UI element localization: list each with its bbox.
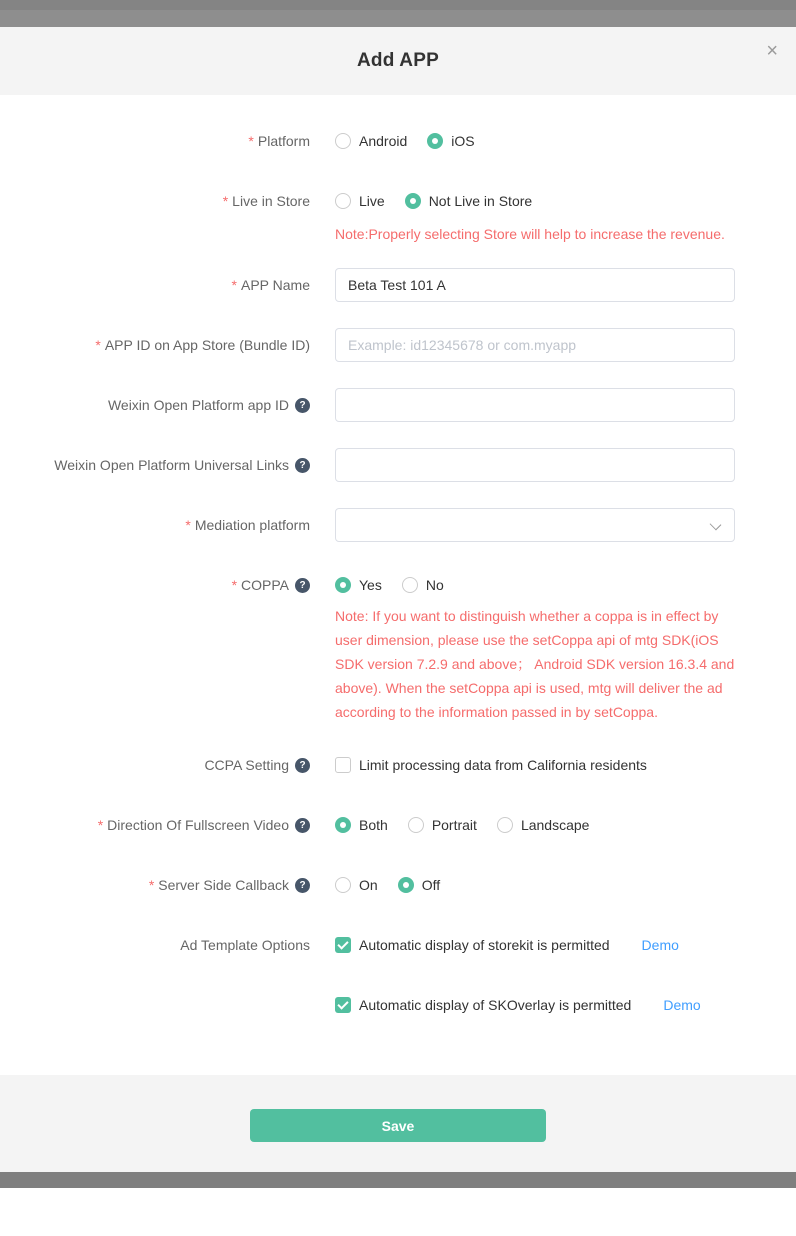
required-asterisk: * xyxy=(248,133,254,149)
radio-selected-icon[interactable] xyxy=(335,577,351,593)
direction-both-radio[interactable]: Both xyxy=(335,817,388,833)
mediation-platform-label: * Mediation platform xyxy=(185,517,310,533)
platform-ios-radio[interactable]: iOS xyxy=(427,133,474,149)
callback-off-radio[interactable]: Off xyxy=(398,877,440,893)
required-asterisk: * xyxy=(222,193,229,209)
weixin-app-id-row xyxy=(0,388,796,422)
direction-portrait-radio[interactable]: Portrait xyxy=(408,817,477,833)
radio-unselected-icon[interactable] xyxy=(402,577,418,593)
checkbox-checked-icon[interactable] xyxy=(335,937,351,953)
live-in-store-row xyxy=(0,191,796,211)
platform-android-radio[interactable]: Android xyxy=(335,133,407,149)
radio-selected-icon[interactable] xyxy=(398,877,414,893)
ccpa-row xyxy=(0,755,796,775)
ad-template-row-2 xyxy=(0,995,796,1015)
direction-landscape-radio[interactable]: Landscape xyxy=(497,817,590,833)
direction-row xyxy=(0,815,796,835)
close-icon[interactable]: × xyxy=(766,40,778,62)
app-id-row xyxy=(0,328,796,362)
required-asterisk: * xyxy=(95,337,101,353)
coppa-no-radio[interactable]: No xyxy=(402,577,444,593)
weixin-app-id-label: Weixin Open Platform app ID ? xyxy=(0,397,310,413)
page-backdrop-top-2 xyxy=(0,10,796,27)
weixin-universal-links-label: Weixin Open Platform Universal Links ? xyxy=(0,457,310,473)
weixin-universal-links-row xyxy=(0,448,796,482)
app-name-row xyxy=(0,268,796,302)
chevron-down-icon xyxy=(710,519,722,531)
checkbox-unchecked-icon[interactable] xyxy=(335,757,351,773)
page-backdrop-top xyxy=(0,0,796,10)
required-asterisk: * xyxy=(97,817,104,833)
radio-unselected-icon[interactable] xyxy=(497,817,513,833)
save-button[interactable]: Save xyxy=(250,1109,546,1142)
checkbox-checked-icon[interactable] xyxy=(335,997,351,1013)
callback-on-radio[interactable]: On xyxy=(335,877,378,893)
ccpa-label: CCPA Setting ? xyxy=(0,757,310,773)
radio-unselected-icon[interactable] xyxy=(335,193,351,209)
required-asterisk: * xyxy=(148,877,155,893)
help-icon[interactable]: ? xyxy=(295,878,310,893)
required-asterisk: * xyxy=(231,277,237,293)
modal-footer xyxy=(0,1075,796,1172)
storekit-demo-link[interactable]: Demo xyxy=(641,937,679,953)
skoverlay-checkbox-option[interactable]: Automatic display of SKOverlay is permitted xyxy=(335,997,631,1013)
modal-title: Add APP xyxy=(357,50,439,71)
required-asterisk: * xyxy=(231,577,238,593)
ad-template-label: Ad Template Options xyxy=(180,937,310,953)
required-asterisk: * xyxy=(185,517,191,533)
help-icon[interactable]: ? xyxy=(295,578,310,593)
ad-template-row-1 xyxy=(0,935,796,955)
app-name-input[interactable] xyxy=(335,268,735,302)
add-app-form xyxy=(0,95,796,1075)
radio-selected-icon[interactable] xyxy=(335,817,351,833)
help-icon[interactable]: ? xyxy=(295,758,310,773)
help-icon[interactable]: ? xyxy=(295,818,310,833)
coppa-row xyxy=(0,575,796,595)
coppa-note: Note: If you want to distinguish whether a coppa is in effect by user dimension, please use the setCoppa api of mtg SDK(iOS SDK version 7.2.9 and above； Android SDK version 16.3.4 and above). When the setCoppa api is used, mtg will deliver the ad according to the information passed in by setCoppa. xyxy=(335,608,735,720)
help-icon[interactable]: ? xyxy=(295,458,310,473)
add-app-modal xyxy=(0,27,796,1172)
radio-unselected-icon[interactable] xyxy=(335,133,351,149)
direction-label: * Direction Of Fullscreen Video ? xyxy=(0,817,310,833)
radio-unselected-icon[interactable] xyxy=(335,877,351,893)
skoverlay-demo-link[interactable]: Demo xyxy=(663,997,701,1013)
platform-row xyxy=(0,131,796,151)
store-note: Note:Properly selecting Store will help to increase the revenue. xyxy=(335,226,725,242)
weixin-app-id-input[interactable] xyxy=(335,388,735,422)
weixin-universal-links-input[interactable] xyxy=(335,448,735,482)
radio-unselected-icon[interactable] xyxy=(408,817,424,833)
radio-selected-icon[interactable] xyxy=(427,133,443,149)
page-backdrop-bottom xyxy=(0,1172,796,1188)
server-callback-row xyxy=(0,875,796,895)
live-radio[interactable]: Live xyxy=(335,193,385,209)
server-callback-label: * Server Side Callback ? xyxy=(0,877,310,893)
mediation-platform-select[interactable] xyxy=(335,508,735,542)
app-id-label: * APP ID on App Store (Bundle ID) xyxy=(95,337,310,353)
ccpa-checkbox-option[interactable]: Limit processing data from California residents xyxy=(335,757,647,773)
coppa-label: * COPPA ? xyxy=(0,577,310,593)
not-live-radio[interactable]: Not Live in Store xyxy=(405,193,533,209)
coppa-yes-radio[interactable]: Yes xyxy=(335,577,382,593)
storekit-checkbox-option[interactable]: Automatic display of storekit is permitted xyxy=(335,937,610,953)
mediation-platform-row xyxy=(0,508,796,542)
radio-selected-icon[interactable] xyxy=(405,193,421,209)
platform-label: * Platform xyxy=(248,133,310,149)
live-in-store-label: * Live in Store xyxy=(222,193,310,209)
modal-header xyxy=(0,27,796,95)
help-icon[interactable]: ? xyxy=(295,398,310,413)
app-name-label: * APP Name xyxy=(231,277,310,293)
app-id-input[interactable] xyxy=(335,328,735,362)
